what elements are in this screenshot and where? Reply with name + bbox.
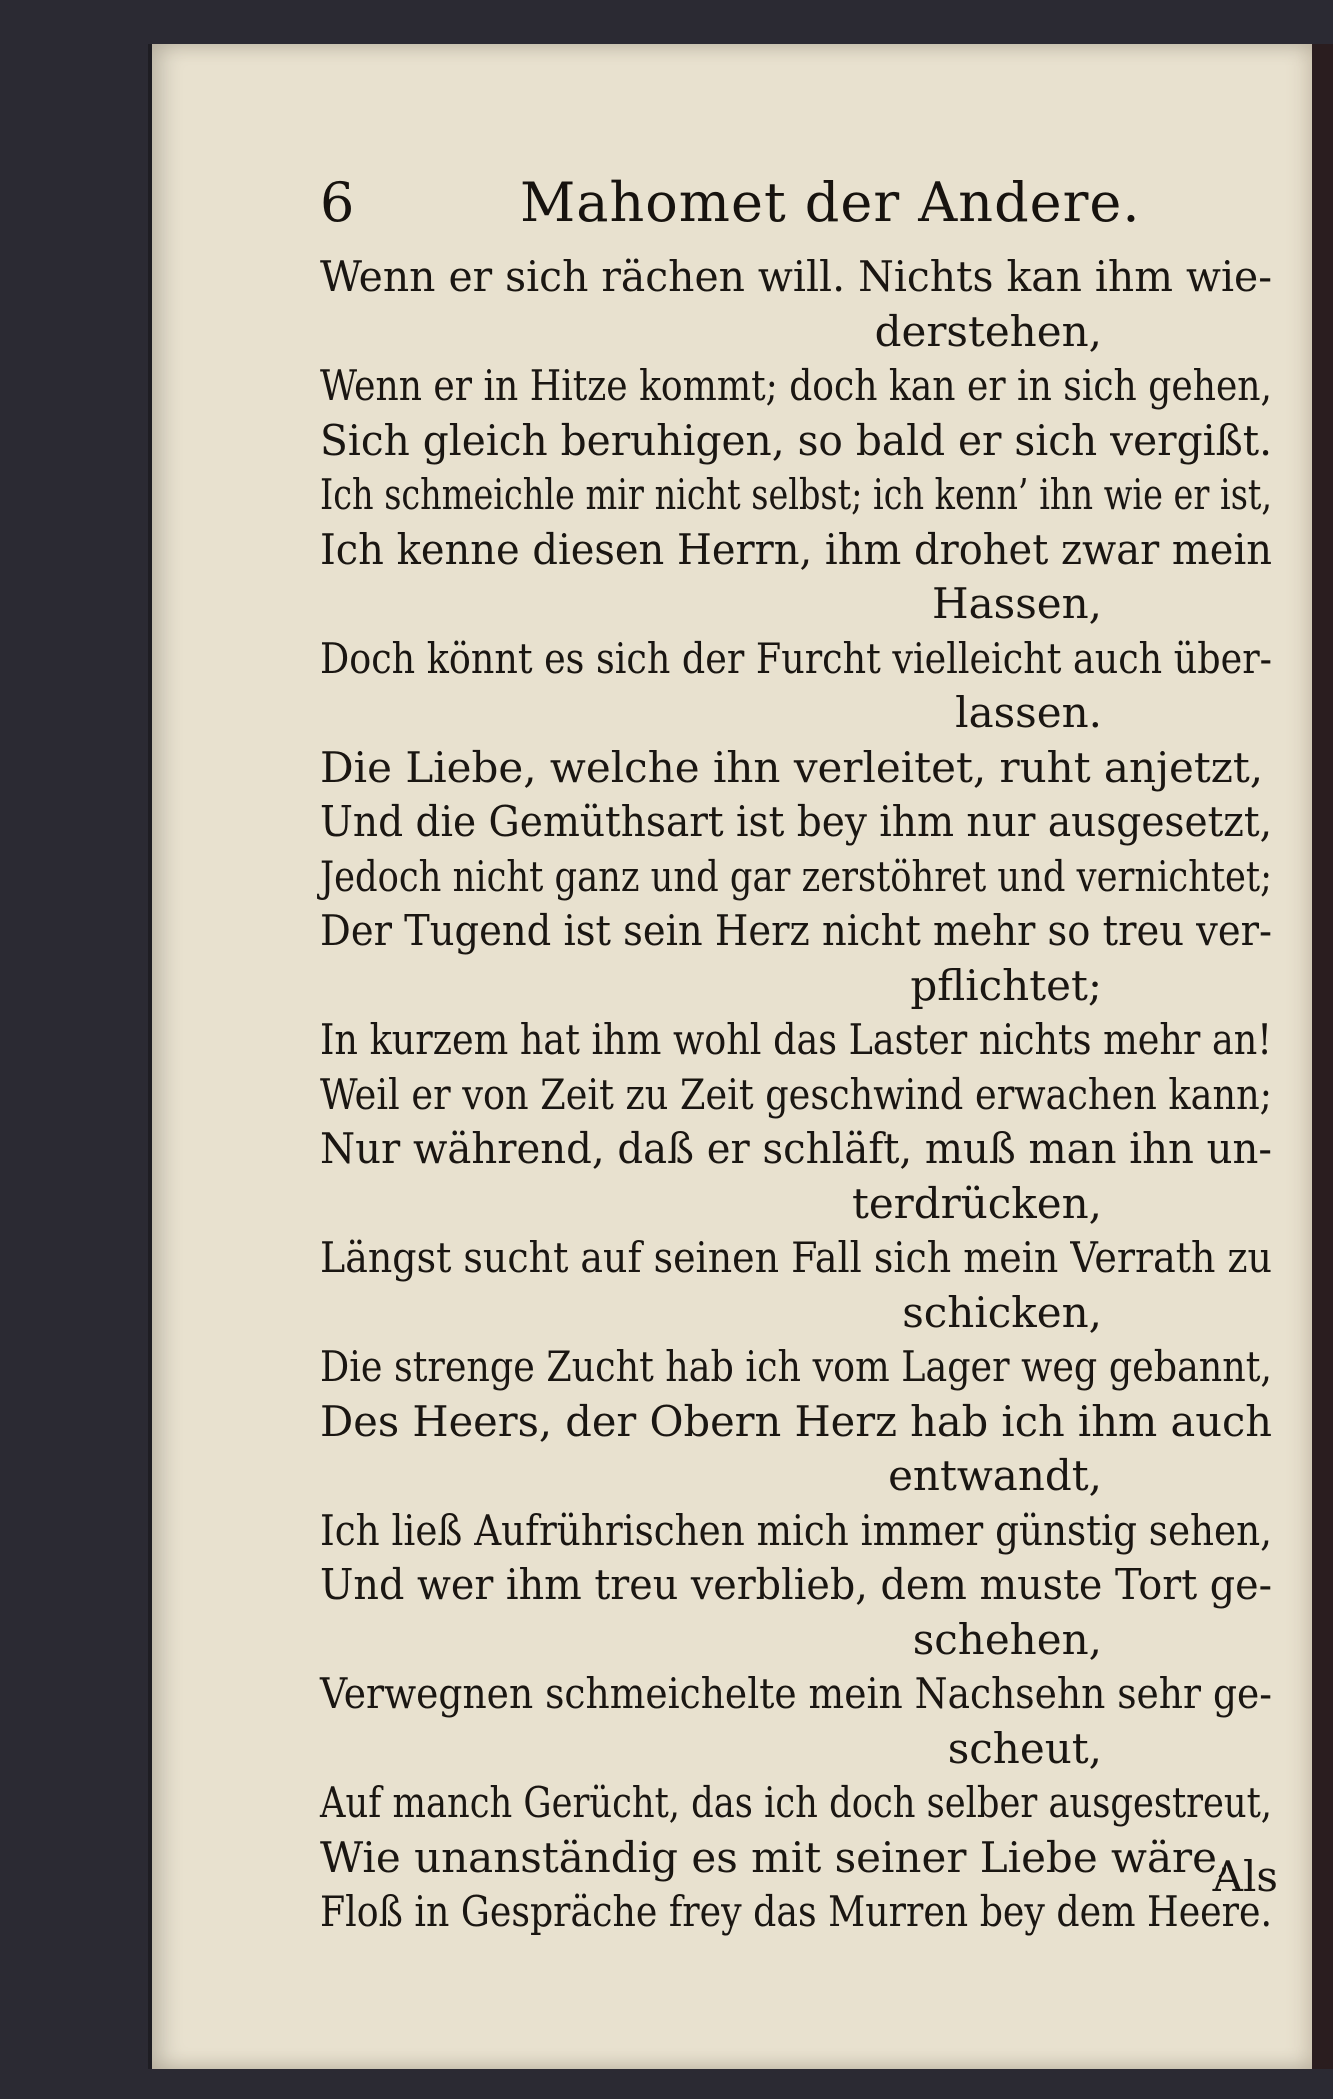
verse-line: Verwegnen schmeichelte mein Nachsehn sehr ge- [320, 1669, 1272, 1718]
page-number: 6 [320, 171, 355, 234]
verse-line-continuation: schicken, [902, 1287, 1102, 1337]
verse-line: Die Liebe, welche ihn verleitet, ruht anjetzt, [320, 742, 1264, 792]
verse-line: In kurzem hat ihm wohl das Laster nichts mehr an! [320, 1015, 1272, 1064]
verse-line-continuation: terdrücken, [851, 1178, 1102, 1228]
verse-line: Der Tugend ist sein Herz nicht mehr so treu ver- [320, 906, 1272, 955]
verse-line: Wenn er in Hitze kommt; doch kan er in sich gehen, [320, 361, 1272, 410]
verse-text [320, 250, 1272, 1940]
running-title: Mahomet der Andere. [520, 171, 1141, 234]
verse-line: Floß in Gespräche frey das Murren bey dem Heere. [320, 1887, 1272, 1936]
verse-line-continuation: scheut, [947, 1723, 1102, 1773]
verse-line-continuation: lassen. [955, 688, 1102, 737]
verse-line-continuation: derstehen, [874, 306, 1102, 356]
verse-line: Und wer ihm treu verblieb, dem muste Tort ge- [320, 1560, 1272, 1609]
verse-line: Des Heers, der Obern Herz hab ich ihm auch [320, 1396, 1272, 1446]
verse-line: Und die Gemüthsart ist bey ihm nur ausgesetzt, [320, 797, 1272, 846]
verse-line-continuation: Hassen, [931, 579, 1102, 628]
verse-line-continuation: pflichtet; [910, 960, 1102, 1010]
verse-line: Jedoch nicht ganz und gar zerstöhret und vernichtet; [320, 851, 1272, 901]
verse-line-continuation: entwandt, [888, 1451, 1102, 1500]
verse-line: Die strenge Zucht hab ich vom Lager weg gebannt, [320, 1342, 1272, 1391]
verse-line: Sich gleich beruhigen, so bald er sich vergißt. [320, 415, 1272, 465]
verse-line: Ich schmeichle mir nicht selbst; ich kenn’ ihn wie er ist, [320, 470, 1272, 519]
verse-line: Ich ließ Aufrührischen mich immer günstig sehen, [320, 1505, 1272, 1555]
verse-line: Weil er von Zeit zu Zeit geschwind erwachen kann; [320, 1069, 1272, 1119]
page-header [320, 168, 1320, 238]
verse-line-continuation: schehen, [912, 1614, 1102, 1664]
verse-line: Doch könnt es sich der Furcht vielleicht auch über- [320, 633, 1272, 683]
verse-line: Längst sucht auf seinen Fall sich mein Verrath zu [320, 1233, 1272, 1282]
verse-line: Ich kenne diesen Herrn, ihm drohet zwar mein [320, 524, 1272, 574]
verse-line: Wie unanständig es mit seiner Liebe wäre, [320, 1832, 1231, 1882]
verse-line: Wenn er sich rächen will. Nichts kan ihm wie- [320, 252, 1272, 301]
verse-line: Nur während, daß er schläft, muß man ihn un- [320, 1124, 1272, 1173]
catchword: Als [1212, 1852, 1278, 1901]
verse-line: Auf manch Gerücht, das ich doch selber ausgestreut, [320, 1778, 1272, 1827]
